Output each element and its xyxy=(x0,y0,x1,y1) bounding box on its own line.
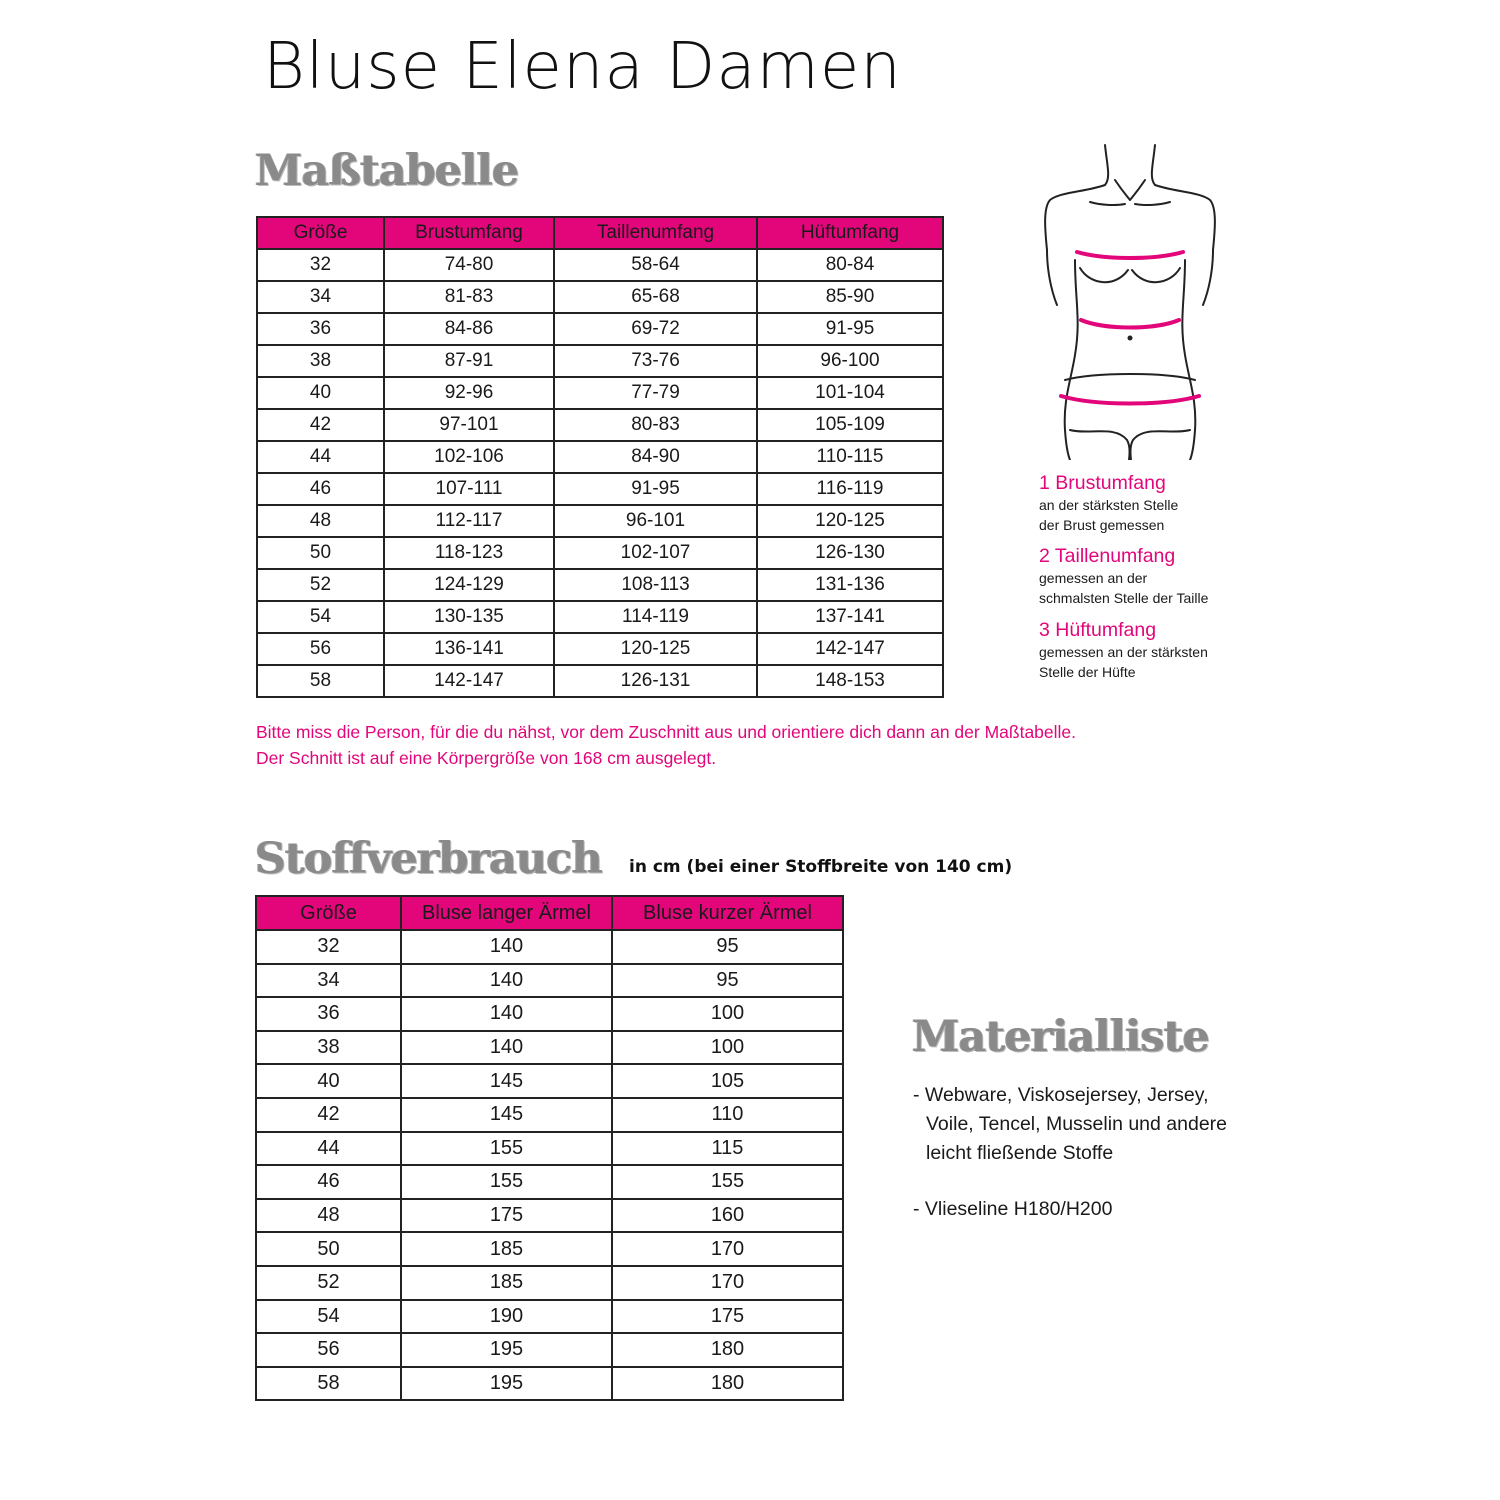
table-cell: 95 xyxy=(612,964,843,998)
table-cell: 155 xyxy=(612,1165,843,1199)
legend-desc: Stelle der Hüfte xyxy=(1039,664,1136,680)
material-item-interfacing: - Vlieseline H180/H200 xyxy=(913,1198,1113,1220)
table-row xyxy=(256,1031,843,1065)
table-cell: 190 xyxy=(401,1300,612,1334)
col-header-taillenumfang: Taillenumfang xyxy=(554,217,757,249)
col-header-brustumfang: Brustumfang xyxy=(384,217,554,249)
table-cell: 100 xyxy=(612,997,843,1031)
table-cell: 50 xyxy=(256,1232,401,1266)
material-line: Voile, Tencel, Musselin und andere xyxy=(926,1113,1228,1135)
table-row xyxy=(257,473,943,505)
table-cell: 34 xyxy=(257,281,384,313)
stoffverbrauch-note: in cm (bei einer Stoffbreite von 140 cm) xyxy=(629,857,1013,877)
col-header-kurzer-aermel: Bluse kurzer Ärmel xyxy=(612,896,843,930)
col-header-groesse: Größe xyxy=(257,217,384,249)
table-cell: 38 xyxy=(256,1031,401,1065)
navel-icon xyxy=(1128,336,1133,341)
fabric-table-header-row xyxy=(256,896,843,930)
size-table xyxy=(256,216,944,698)
measure-note-line1: Bitte miss die Person, für die du nähst, vor dem Zuschnitt aus und orientiere dich dann an der Maßtabelle. xyxy=(256,722,1077,742)
table-row xyxy=(256,1266,843,1300)
waist-measure-band xyxy=(1081,320,1179,328)
table-cell: 195 xyxy=(401,1367,612,1401)
table-cell: 95 xyxy=(612,930,843,964)
table-cell: 180 xyxy=(612,1367,843,1401)
legend-desc: an der stärksten Stelle xyxy=(1039,497,1179,513)
table-cell: 185 xyxy=(401,1266,612,1300)
table-row xyxy=(257,441,943,473)
table-cell: 96-100 xyxy=(757,345,943,377)
table-row xyxy=(256,1333,843,1367)
table-cell: 101-104 xyxy=(757,377,943,409)
table-cell: 140 xyxy=(401,930,612,964)
table-cell: 58 xyxy=(257,665,384,697)
table-cell: 185 xyxy=(401,1232,612,1266)
table-row xyxy=(257,505,943,537)
table-cell: 110 xyxy=(612,1098,843,1132)
legend-brustumfang xyxy=(1039,472,1178,535)
table-cell: 126-131 xyxy=(554,665,757,697)
table-cell: 155 xyxy=(401,1132,612,1166)
table-cell: 40 xyxy=(256,1064,401,1098)
table-cell: 124-129 xyxy=(384,569,554,601)
table-cell: 137-141 xyxy=(757,601,943,633)
bust-measure-band xyxy=(1077,252,1183,258)
table-cell: 142-147 xyxy=(384,665,554,697)
table-row xyxy=(256,930,843,964)
table-cell: 58-64 xyxy=(554,249,757,281)
table-row xyxy=(257,249,943,281)
legend-hueftumfang xyxy=(1039,619,1208,682)
table-cell: 54 xyxy=(256,1300,401,1334)
table-cell: 160 xyxy=(612,1199,843,1233)
table-row xyxy=(256,1367,843,1401)
table-row xyxy=(256,1132,843,1166)
table-cell: 46 xyxy=(257,473,384,505)
table-row xyxy=(257,633,943,665)
table-cell: 91-95 xyxy=(757,313,943,345)
table-cell: 145 xyxy=(401,1064,612,1098)
table-cell: 80-83 xyxy=(554,409,757,441)
table-cell: 44 xyxy=(256,1132,401,1166)
table-cell: 180 xyxy=(612,1333,843,1367)
table-row xyxy=(257,601,943,633)
legend-title: 2 Taillenumfang xyxy=(1039,545,1176,567)
fabric-table-body xyxy=(256,930,843,1400)
legend-title: 1 Brustumfang xyxy=(1039,472,1166,494)
page-title: Bluse Elena Damen xyxy=(263,30,902,104)
table-row xyxy=(256,964,843,998)
table-row xyxy=(257,569,943,601)
table-cell: 102-107 xyxy=(554,537,757,569)
table-cell: 80-84 xyxy=(757,249,943,281)
legend-desc: gemessen an der xyxy=(1039,570,1148,586)
table-cell: 118-123 xyxy=(384,537,554,569)
table-cell: 56 xyxy=(257,633,384,665)
table-cell: 102-106 xyxy=(384,441,554,473)
table-cell: 91-95 xyxy=(554,473,757,505)
legend-title: 3 Hüftumfang xyxy=(1039,619,1157,641)
table-cell: 130-135 xyxy=(384,601,554,633)
masstabelle-heading: Maßtabelle xyxy=(255,146,519,196)
table-cell: 120-125 xyxy=(757,505,943,537)
table-cell: 97-101 xyxy=(384,409,554,441)
table-row xyxy=(257,377,943,409)
size-table-body xyxy=(257,249,943,697)
table-cell: 175 xyxy=(401,1199,612,1233)
table-cell: 42 xyxy=(256,1098,401,1132)
table-cell: 140 xyxy=(401,964,612,998)
table-cell: 32 xyxy=(256,930,401,964)
table-cell: 65-68 xyxy=(554,281,757,313)
table-cell: 115 xyxy=(612,1132,843,1166)
legend-desc: der Brust gemessen xyxy=(1039,517,1165,533)
table-row xyxy=(256,1064,843,1098)
table-cell: 85-90 xyxy=(757,281,943,313)
table-row xyxy=(256,1300,843,1334)
legend-desc: schmalsten Stelle der Taille xyxy=(1039,590,1209,606)
table-row xyxy=(256,1232,843,1266)
legend-taillenumfang xyxy=(1039,545,1208,608)
table-cell: 140 xyxy=(401,997,612,1031)
table-cell: 148-153 xyxy=(757,665,943,697)
size-table-header-row xyxy=(257,217,943,249)
table-cell: 170 xyxy=(612,1266,843,1300)
table-cell: 155 xyxy=(401,1165,612,1199)
table-cell: 74-80 xyxy=(384,249,554,281)
table-cell: 100 xyxy=(612,1031,843,1065)
table-cell: 73-76 xyxy=(554,345,757,377)
table-cell: 52 xyxy=(256,1266,401,1300)
table-cell: 32 xyxy=(257,249,384,281)
table-cell: 84-86 xyxy=(384,313,554,345)
table-cell: 44 xyxy=(257,441,384,473)
table-cell: 131-136 xyxy=(757,569,943,601)
table-cell: 87-91 xyxy=(384,345,554,377)
table-cell: 58 xyxy=(256,1367,401,1401)
table-row xyxy=(257,409,943,441)
table-cell: 112-117 xyxy=(384,505,554,537)
table-cell: 56 xyxy=(256,1333,401,1367)
table-cell: 175 xyxy=(612,1300,843,1334)
col-header-hueftumfang: Hüftumfang xyxy=(757,217,943,249)
table-cell: 136-141 xyxy=(384,633,554,665)
table-cell: 81-83 xyxy=(384,281,554,313)
table-cell: 107-111 xyxy=(384,473,554,505)
fabric-table xyxy=(255,895,844,1401)
table-cell: 77-79 xyxy=(554,377,757,409)
table-row xyxy=(257,537,943,569)
material-item-fabrics xyxy=(913,1081,1227,1168)
table-cell: 92-96 xyxy=(384,377,554,409)
table-row xyxy=(257,313,943,345)
table-cell: 108-113 xyxy=(554,569,757,601)
table-cell: 105-109 xyxy=(757,409,943,441)
legend-desc: gemessen an der stärksten xyxy=(1039,644,1208,660)
material-line: - Webware, Viskosejersey, Jersey, xyxy=(913,1084,1209,1106)
body-measurement-figure xyxy=(1035,140,1225,460)
table-cell: 40 xyxy=(257,377,384,409)
table-cell: 36 xyxy=(256,997,401,1031)
table-cell: 114-119 xyxy=(554,601,757,633)
table-cell: 84-90 xyxy=(554,441,757,473)
table-cell: 170 xyxy=(612,1232,843,1266)
table-row xyxy=(257,281,943,313)
table-cell: 52 xyxy=(257,569,384,601)
material-line: leicht fließende Stoffe xyxy=(926,1142,1114,1164)
measure-note-line2: Der Schnitt ist auf eine Körpergröße von 168 cm ausgelegt. xyxy=(256,748,717,768)
table-row xyxy=(257,345,943,377)
table-cell: 48 xyxy=(256,1199,401,1233)
table-cell: 54 xyxy=(257,601,384,633)
materialliste-heading: Materialliste xyxy=(912,1012,1209,1062)
stoffverbrauch-heading: Stoffverbrauch xyxy=(255,834,602,884)
table-cell: 145 xyxy=(401,1098,612,1132)
table-row xyxy=(256,997,843,1031)
table-cell: 195 xyxy=(401,1333,612,1367)
table-cell: 105 xyxy=(612,1064,843,1098)
table-cell: 38 xyxy=(257,345,384,377)
table-cell: 48 xyxy=(257,505,384,537)
table-cell: 142-147 xyxy=(757,633,943,665)
table-row xyxy=(256,1165,843,1199)
table-cell: 120-125 xyxy=(554,633,757,665)
col-header-groesse: Größe xyxy=(256,896,401,930)
table-cell: 126-130 xyxy=(757,537,943,569)
table-cell: 116-119 xyxy=(757,473,943,505)
table-cell: 96-101 xyxy=(554,505,757,537)
table-row xyxy=(256,1098,843,1132)
table-cell: 69-72 xyxy=(554,313,757,345)
table-row xyxy=(257,665,943,697)
table-cell: 50 xyxy=(257,537,384,569)
col-header-langer-aermel: Bluse langer Ärmel xyxy=(401,896,612,930)
table-cell: 46 xyxy=(256,1165,401,1199)
table-row xyxy=(256,1199,843,1233)
table-cell: 110-115 xyxy=(757,441,943,473)
table-cell: 140 xyxy=(401,1031,612,1065)
table-cell: 42 xyxy=(257,409,384,441)
hip-measure-band xyxy=(1061,396,1199,404)
table-cell: 36 xyxy=(257,313,384,345)
table-cell: 34 xyxy=(256,964,401,998)
